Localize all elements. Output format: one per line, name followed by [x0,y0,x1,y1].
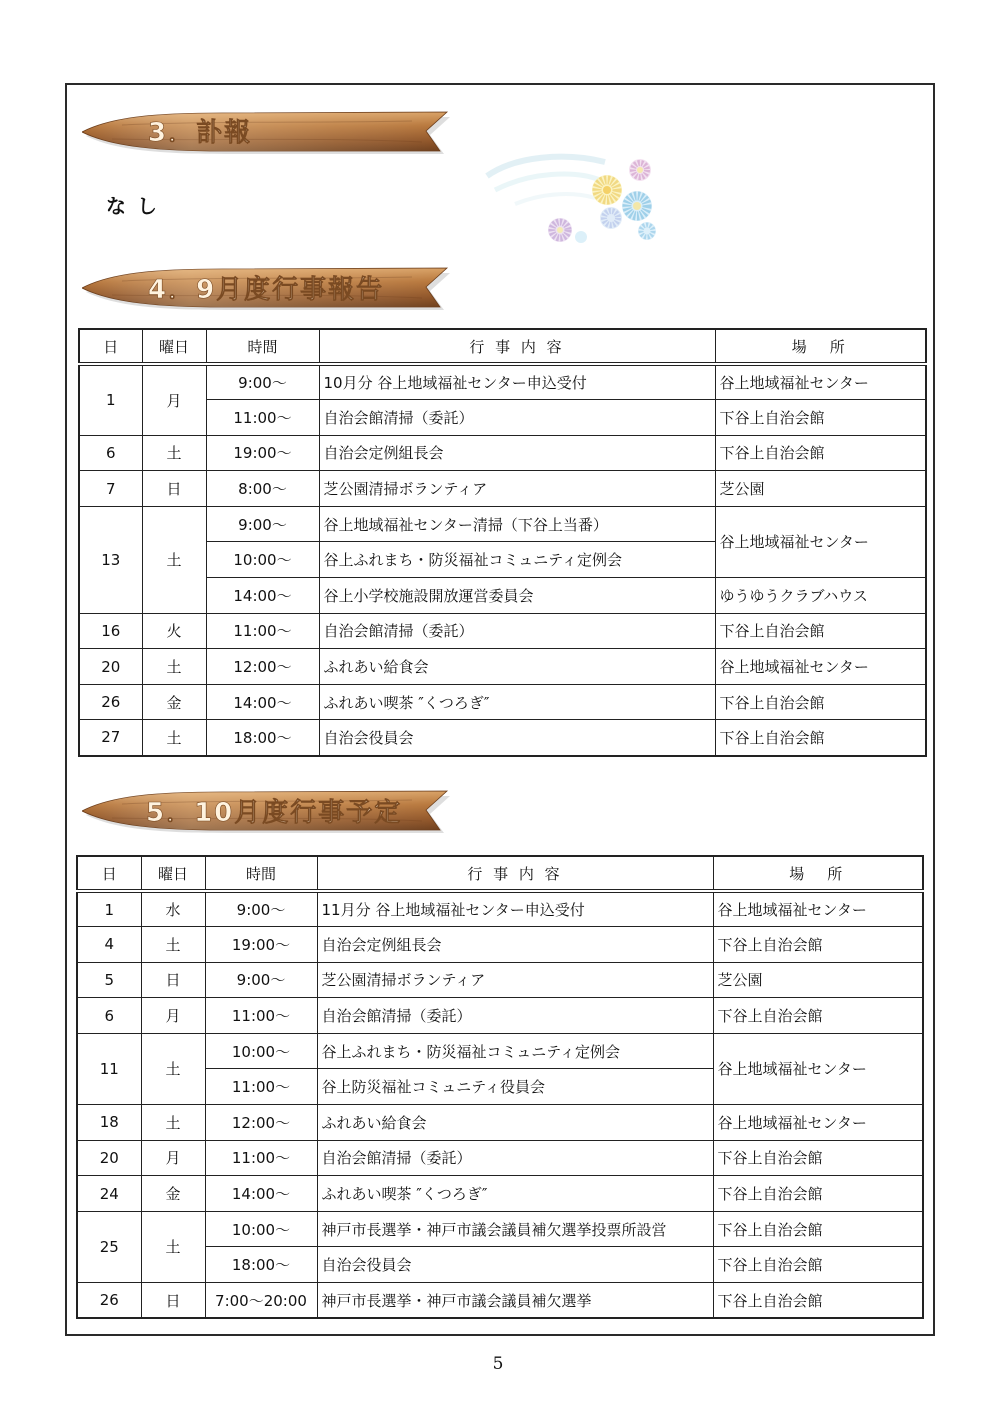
place-cell: 下谷上自治会館 [713,1176,923,1212]
time-cell: 14:00～ [206,684,319,720]
time-cell: 10:00～ [205,1033,317,1069]
place-cell: 下谷上自治会館 [715,684,926,720]
content-cell: 自治会役員会 [319,720,715,756]
time-cell: 11:00～ [205,1069,317,1105]
weekday-cell: 日 [142,471,206,507]
content-cell: 谷上ふれまち・防災福祉コミュニティ定例会 [319,542,715,578]
obituary-heading-banner [82,109,452,157]
header-time: 時間 [205,856,317,891]
time-cell: 8:00～ [206,471,319,507]
time-cell: 10:00～ [206,542,319,578]
place-cell: ゆうゆうクラブハウス [715,578,926,614]
header-weekday: 曜日 [142,329,206,364]
table-row [77,891,923,927]
time-cell: 7:00～20:00 [205,1283,317,1319]
weekday-cell: 日 [141,962,205,998]
table-row [77,1105,923,1141]
october-plan-heading-banner [82,788,452,836]
day-cell: 4 [77,927,141,963]
day-cell: 16 [79,613,142,649]
content-cell: 自治会定例組長会 [317,927,713,963]
place-cell: 谷上地域福祉センター [715,506,926,577]
time-cell: 12:00～ [205,1105,317,1141]
september-events-table [78,328,927,757]
content-cell: 自治会館清掃（委託） [317,1140,713,1176]
content-cell: 神戸市長選挙・神戸市議会議員補欠選挙投票所設営 [317,1211,713,1247]
time-cell: 11:00～ [206,613,319,649]
header-time: 時間 [206,329,319,364]
day-cell: 18 [77,1105,141,1141]
weekday-cell: 土 [142,649,206,685]
place-cell: 谷上地域福祉センター [713,1105,923,1141]
weekday-cell: 土 [141,1033,205,1104]
time-cell: 19:00～ [205,927,317,963]
place-cell: 芝公園 [715,471,926,507]
time-cell: 11:00～ [205,1140,317,1176]
day-cell: 6 [79,435,142,471]
table-row [77,927,923,963]
weekday-cell: 土 [141,1105,205,1141]
time-cell: 18:00～ [206,720,319,756]
october-plan-heading: 5．10月度行事予定 [146,798,403,828]
place-cell: 谷上地域福祉センター [715,649,926,685]
day-cell: 1 [79,364,142,435]
header-place: 場 所 [715,329,926,364]
table-row [79,400,926,436]
content-cell: 谷上防災福祉コミュニティ役員会 [317,1069,713,1105]
weekday-cell: 月 [141,998,205,1034]
weekday-cell: 金 [142,684,206,720]
place-cell: 下谷上自治会館 [713,1140,923,1176]
content-cell: 谷上ふれまち・防災福祉コミュニティ定例会 [317,1033,713,1069]
place-cell: 下谷上自治会館 [713,998,923,1034]
place-cell: 芝公園 [713,962,923,998]
table-row [79,649,926,685]
table-row [79,578,926,614]
day-cell: 1 [77,891,141,927]
table-row [79,435,926,471]
time-cell: 9:00～ [206,506,319,542]
obituary-heading: 3．訃報 [148,118,253,148]
table-row [79,613,926,649]
day-cell: 25 [77,1211,141,1282]
place-cell: 下谷上自治会館 [713,927,923,963]
october-events-table [76,855,924,1319]
time-cell: 9:00～ [205,962,317,998]
content-cell: 自治会役員会 [317,1247,713,1283]
weekday-cell: 水 [141,891,205,927]
table-row [79,506,926,542]
day-cell: 7 [79,471,142,507]
content-cell: 自治会定例組長会 [319,435,715,471]
page-number: 5 [492,1354,504,1374]
table-row [79,364,926,400]
table-header-row [79,329,926,364]
place-cell: 谷上地域福祉センター [713,891,923,927]
time-cell: 9:00～ [205,891,317,927]
time-cell: 11:00～ [205,998,317,1034]
day-cell: 5 [77,962,141,998]
content-cell: 芝公園清掃ボランティア [319,471,715,507]
place-cell: 下谷上自治会館 [713,1247,923,1283]
place-cell: 下谷上自治会館 [715,400,926,436]
weekday-cell: 金 [141,1176,205,1212]
table-row [77,998,923,1034]
content-cell: ふれあい喫茶 ″くつろぎ″ [319,684,715,720]
time-cell: 14:00～ [206,578,319,614]
header-day: 日 [79,329,142,364]
time-cell: 12:00～ [206,649,319,685]
time-cell: 18:00～ [205,1247,317,1283]
day-cell: 20 [77,1140,141,1176]
content-cell: ふれあい喫茶 ″くつろぎ″ [317,1176,713,1212]
header-place: 場 所 [713,856,923,891]
place-cell: 谷上地域福祉センター [713,1033,923,1104]
weekday-cell: 日 [141,1283,205,1319]
header-content: 行 事 内 容 [319,329,715,364]
table-row [79,471,926,507]
place-cell: 下谷上自治会館 [713,1211,923,1247]
day-cell: 26 [79,684,142,720]
table-row [77,962,923,998]
table-row [79,684,926,720]
september-report-heading-banner [82,265,452,313]
weekday-cell: 月 [141,1140,205,1176]
table-row [77,1140,923,1176]
header-day: 日 [77,856,141,891]
content-cell: 10月分 谷上地域福祉センター申込受付 [319,364,715,400]
day-cell: 20 [79,649,142,685]
time-cell: 10:00～ [205,1211,317,1247]
time-cell: 11:00～ [206,400,319,436]
header-weekday: 曜日 [141,856,205,891]
day-cell: 27 [79,720,142,756]
content-cell: 11月分 谷上地域福祉センター申込受付 [317,891,713,927]
content-cell: 自治会館清掃（委託） [319,613,715,649]
place-cell: 谷上地域福祉センター [715,364,926,400]
day-cell: 6 [77,998,141,1034]
day-cell: 13 [79,506,142,613]
table-header-row [77,856,923,891]
content-cell: 神戸市長選挙・神戸市議会議員補欠選挙 [317,1283,713,1319]
content-cell: ふれあい給食会 [319,649,715,685]
place-cell: 下谷上自治会館 [713,1283,923,1319]
day-cell: 11 [77,1033,141,1104]
table-row [77,1176,923,1212]
weekday-cell: 火 [142,613,206,649]
day-cell: 26 [77,1283,141,1319]
content-cell: 自治会館清掃（委託） [317,998,713,1034]
content-cell: 谷上地域福祉センター清掃（下谷上当番） [319,506,715,542]
content-cell: 芝公園清掃ボランティア [317,962,713,998]
weekday-cell: 土 [142,435,206,471]
day-cell: 24 [77,1176,141,1212]
place-cell: 下谷上自治会館 [715,613,926,649]
weekday-cell: 土 [142,506,206,613]
time-cell: 9:00～ [206,364,319,400]
weekday-cell: 月 [142,364,206,435]
place-cell: 下谷上自治会館 [715,720,926,756]
table-row [79,720,926,756]
chrysanthemum-flowers-icon [485,146,675,250]
weekday-cell: 土 [142,720,206,756]
time-cell: 19:00～ [206,435,319,471]
content-cell: ふれあい給食会 [317,1105,713,1141]
table-row [77,1283,923,1319]
weekday-cell: 土 [141,1211,205,1282]
september-report-heading: 4．9月度行事報告 [148,275,385,305]
obituary-body: な し [106,194,159,218]
weekday-cell: 土 [141,927,205,963]
table-row [77,1033,923,1069]
time-cell: 14:00～ [205,1176,317,1212]
content-cell: 自治会館清掃（委託） [319,400,715,436]
header-content: 行 事 内 容 [317,856,713,891]
table-row [77,1211,923,1247]
place-cell: 下谷上自治会館 [715,435,926,471]
content-cell: 谷上小学校施設開放運営委員会 [319,578,715,614]
